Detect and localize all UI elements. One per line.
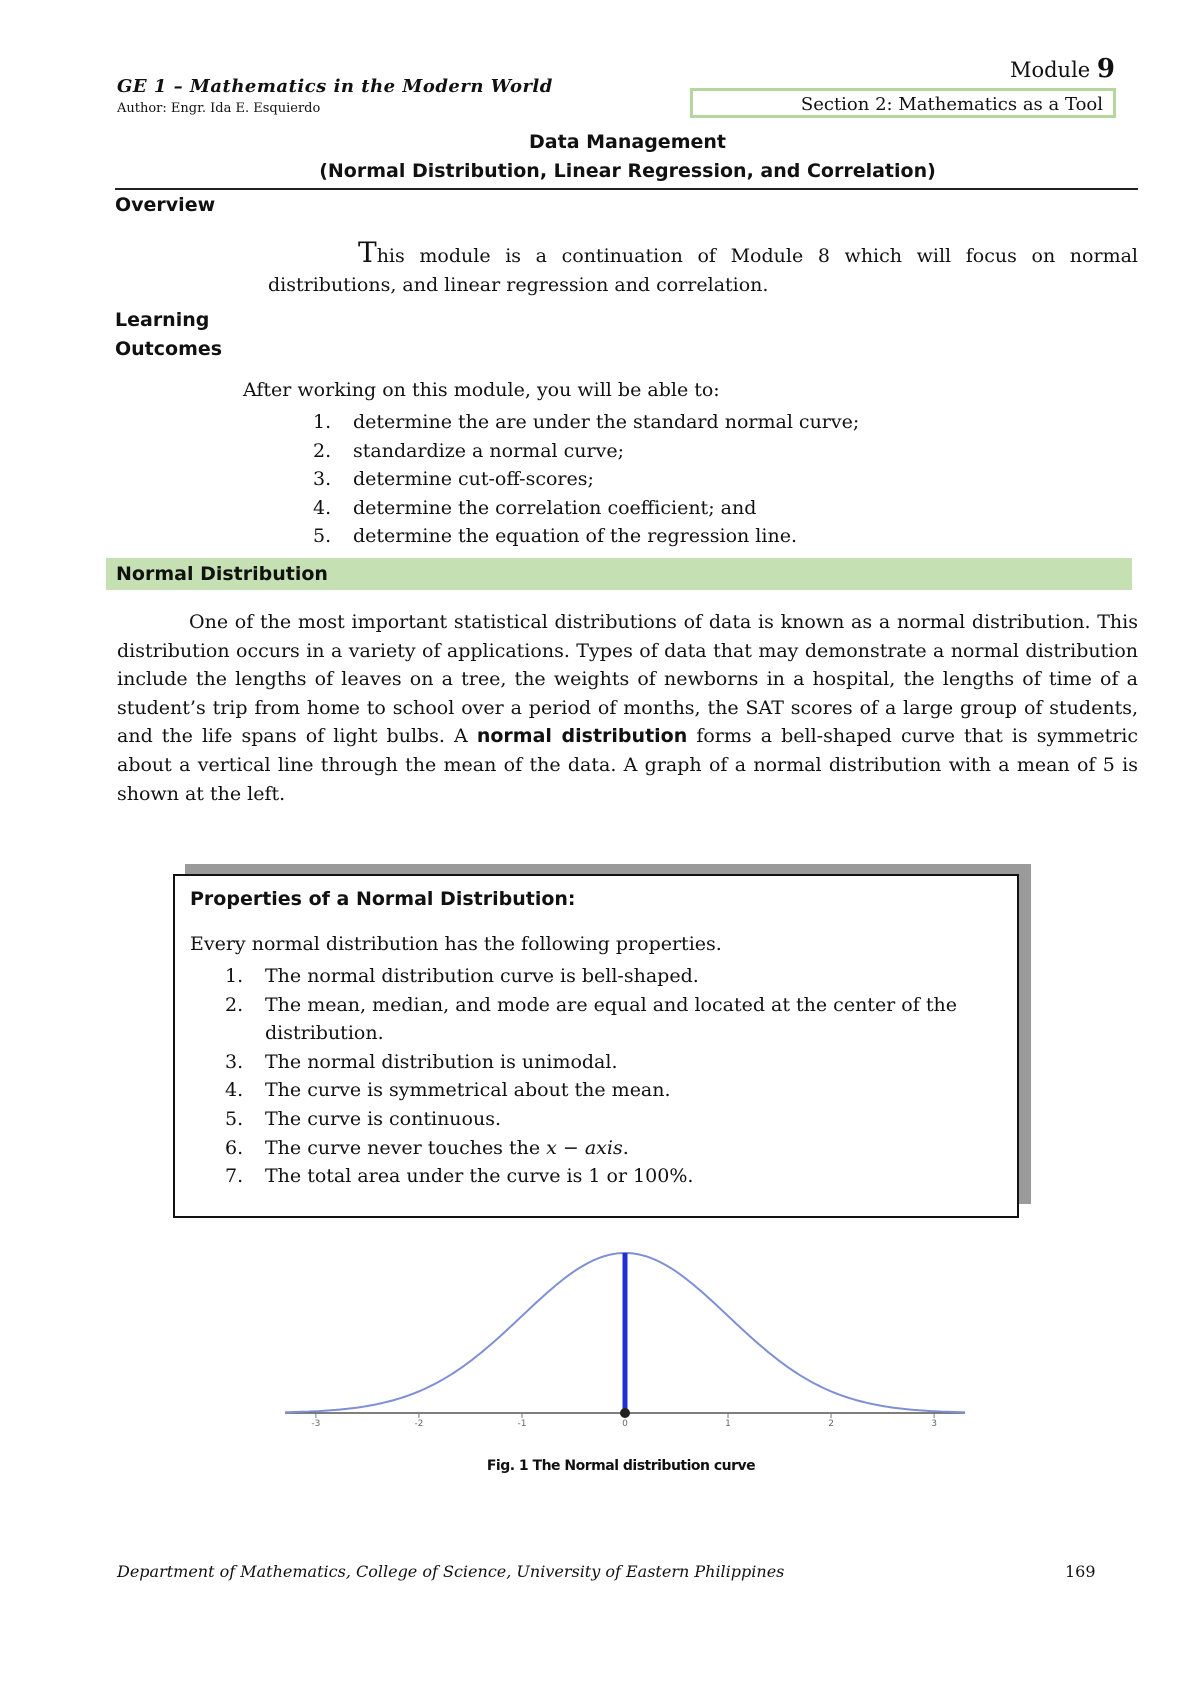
list-text: The curve is symmetrical about the mean. xyxy=(265,1079,671,1102)
list-number: 4. xyxy=(313,496,332,519)
list-text: The curve is continuous. xyxy=(265,1107,502,1130)
list-item xyxy=(313,408,859,437)
normal-curve-chart xyxy=(280,1240,970,1440)
list-number: 1. xyxy=(225,965,244,987)
overview-text xyxy=(268,238,1138,300)
course-title: GE 1 – Mathematics in the Modern World xyxy=(117,76,553,97)
list-text: determine the equation of the regression line. xyxy=(353,525,797,547)
para-bold-term: normal distribution xyxy=(476,725,688,748)
learning-outcomes-heading-line1: Learning xyxy=(115,309,210,331)
module-label xyxy=(1010,54,1115,84)
list-item xyxy=(313,494,859,523)
list-text: The normal distribution curve is bell-shaped. xyxy=(265,965,699,987)
list-text: The mean, median, and mode are equal and located at the center of the distribution. xyxy=(265,993,957,1045)
properties-list xyxy=(225,962,1005,1191)
list-item xyxy=(313,522,859,551)
para-part2: forms a bell-shaped curve that is symmetric about a vertical line through the mean of the data. A graph of a normal distribution with a mean of 5 is shown at the left. xyxy=(117,725,1139,805)
list-item xyxy=(313,437,859,466)
list-text: determine cut-off-scores; xyxy=(353,468,594,490)
module-number: 9 xyxy=(1096,54,1115,84)
document-subtitle: (Normal Distribution, Linear Regression, and Correlation) xyxy=(319,160,936,182)
normal-distribution-paragraph xyxy=(117,608,1138,808)
list-text: determine the are under the standard normal curve; xyxy=(353,411,860,433)
page-number: 169 xyxy=(1065,1562,1096,1581)
list-item xyxy=(225,1134,1005,1163)
list-text: determine the correlation coefficient; and xyxy=(353,496,757,519)
x-tick-label: -2 xyxy=(414,1419,424,1429)
properties-title: Properties of a Normal Distribution: xyxy=(190,888,576,910)
list-number: 7. xyxy=(225,1165,244,1188)
list-number: 6. xyxy=(225,1136,244,1159)
x-tick-label: 2 xyxy=(828,1419,834,1429)
learning-outcomes-intro: After working on this module, you will be able to: xyxy=(243,379,720,401)
x-tick-labels xyxy=(311,1408,937,1429)
list-item xyxy=(313,465,859,494)
list-item xyxy=(225,1076,1005,1105)
x-tick-label: 1 xyxy=(725,1419,731,1429)
x-tick-label: 3 xyxy=(931,1419,937,1429)
author-line: Author: Engr. Ida E. Esquierdo xyxy=(117,101,321,116)
list-number: 3. xyxy=(225,1050,244,1073)
math-x-axis: x − axis xyxy=(546,1136,623,1159)
list-number: 5. xyxy=(225,1107,244,1130)
document-title: Data Management xyxy=(529,131,726,153)
figure-caption: Fig. 1 The Normal distribution curve xyxy=(486,1458,756,1474)
overview-dropcap: T xyxy=(358,236,377,269)
list-text-after: . xyxy=(622,1136,629,1159)
list-item xyxy=(225,1162,1005,1191)
footer-text: Department of Mathematics, College of Science, University of Eastern Philippines xyxy=(117,1562,785,1581)
x-tick-label: -1 xyxy=(517,1419,527,1429)
x-tick-label: -3 xyxy=(311,1419,321,1429)
list-number: 1. xyxy=(313,411,332,433)
mean-marker xyxy=(620,1408,630,1418)
learning-outcomes-list xyxy=(313,408,859,551)
list-item xyxy=(225,962,1005,991)
list-text: standardize a normal curve; xyxy=(353,439,624,462)
para-part1: One of the most important statistical distributions of data is known as a normal distribution. This distribution occurs in a variety of applications. Types of data that may demonstrate a normal distribution include the lengths of leaves on a tree, the weights of newborns in a hospital, the lengths of time of a student’s trip from home to school over a period of months, the SAT scores of a large group of students, and the life spans of light bulbs. A xyxy=(117,611,1138,748)
list-number: 5. xyxy=(313,525,332,547)
list-text-before: The curve never touches the xyxy=(265,1136,547,1159)
properties-intro: Every normal distribution has the following properties. xyxy=(190,933,722,955)
list-number: 2. xyxy=(313,439,332,462)
section-box xyxy=(690,88,1116,118)
learning-outcomes-heading xyxy=(115,306,222,364)
list-item xyxy=(225,1105,1005,1134)
list-number: 4. xyxy=(225,1079,244,1102)
list-item xyxy=(225,991,1005,1048)
section-title: Mathematics as a Tool xyxy=(898,94,1103,115)
normal-distribution-heading: Normal Distribution xyxy=(106,558,1132,590)
section-prefix: Section 2: xyxy=(800,94,893,115)
x-tick-label: 0 xyxy=(622,1419,628,1429)
list-number: 3. xyxy=(313,468,332,490)
list-item xyxy=(225,1048,1005,1077)
list-text: The total area under the curve is 1 or 100%. xyxy=(265,1165,694,1188)
overview-heading: Overview xyxy=(115,194,216,216)
title-divider xyxy=(115,188,1138,190)
overview-body: his module is a continuation of Module 8 which will focus on normal distributions, and linear regression and correlation. xyxy=(268,245,1138,296)
list-number: 2. xyxy=(225,993,244,1016)
learning-outcomes-heading-line2: Outcomes xyxy=(115,338,223,360)
module-word: Module xyxy=(1009,58,1091,82)
list-text: The normal distribution is unimodal. xyxy=(265,1050,618,1073)
